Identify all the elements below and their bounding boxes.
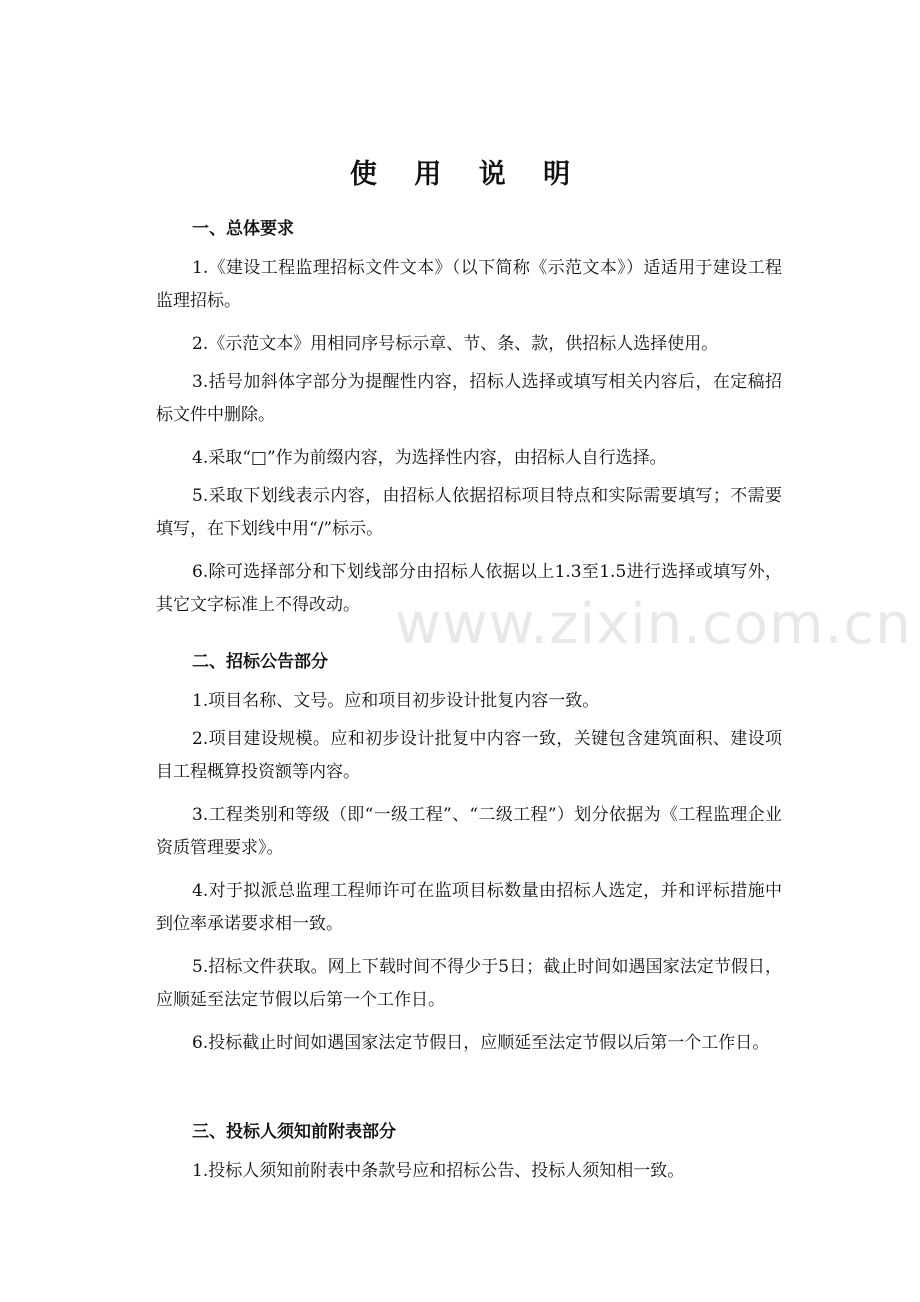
paragraph: 2.项目建设规模。应和初步设计批复中内容一致，关键包含建筑面积、建设项目工程概算投资额等内容。 xyxy=(156,729,782,782)
watermark: www.zixin.com.cn xyxy=(395,592,912,657)
paragraph: 4.对于拟派总监理工程师许可在监项目标数量由招标人选定，并和评标措施中到位率承诺要求相一致。 xyxy=(156,881,782,934)
section-heading-bidder-instructions: 三、投标人须知前附表部分 xyxy=(192,1122,396,1142)
paragraph: 2.《示范文本》用相同序号标示章、节、条、款，供招标人选择使用。 xyxy=(192,334,719,354)
paragraph: 3.括号加斜体字部分为提醒性内容，招标人选择或填写相关内容后，在定稿招标文件中删除。 xyxy=(156,372,782,425)
paragraph: 6.投标截止时间如遇国家法定节假日，应顺延至法定节假以后第一个工作日。 xyxy=(192,1033,770,1053)
page-title: 使 用 说 明 xyxy=(349,159,585,190)
paragraph: 3.工程类别和等级（即“一级工程”、“二级工程”）划分依据为《工程监理企业资质管理要求》。 xyxy=(156,805,782,858)
paragraph: 5.采取下划线表示内容，由招标人依据招标项目特点和实际需要填写；不需要填写，在下划线中用“/”标示。 xyxy=(156,486,782,539)
section-heading-tender-notice: 二、招标公告部分 xyxy=(192,652,328,672)
paragraph: 4.采取“□”作为前缀内容，为选择性内容，由招标人自行选择。 xyxy=(192,448,667,468)
paragraph: 6.除可选择部分和下划线部分由招标人依据以上1.3至1.5进行选择或填写外，其它文字标准上不得改动。 xyxy=(156,562,782,615)
section-heading-general: 一、总体要求 xyxy=(192,219,294,239)
paragraph: 1.投标人须知前附表中条款号应和招标公告、投标人须知相一致。 xyxy=(192,1161,685,1181)
paragraph: 1.《建设工程监理招标文件文本》（以下简称《示范文本》）适适用于建设工程监理招标。 xyxy=(156,258,782,311)
paragraph: 5.招标文件获取。网上下载时间不得少于5日；截止时间如遇国家法定节假日，应顺延至法定节假以后第一个工作日。 xyxy=(156,957,782,1010)
paragraph: 1.项目名称、文号。应和项目初步设计批复内容一致。 xyxy=(192,691,600,711)
